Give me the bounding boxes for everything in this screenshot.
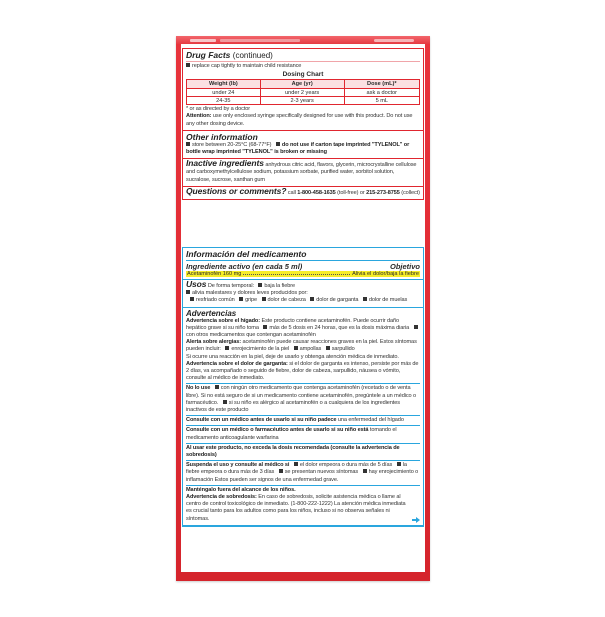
- continue-arrow-icon: [412, 517, 420, 523]
- advertencias-section: Advertencias Advertencia sobre el hígado: Este producto contiene acetaminofén. Puede ocurrir daño hepático grave si su niño toma más de 5 dosis en 24 horas, que es la dosis máxima diaria con otros medicamentos que contengan acetaminofén Alerta sobre alergias: acetaminofén puede causar reacciones graves en la piel. Estos síntomas pueden incluir: enrojecimiento de la piel ampollas sarpullido Si ocurre una reacción en la piel, deje de usarlo y obtenga atención médica de inmediato. Advertencia sobre el dolor de garganta: si el dolor de garganta es intenso, persiste por más de 2 días, va acompañado o seguido de fiebre, dolor de cabeza, sarpullido, náusea o vómito, consulte al médico de inmediato. No lo use con ningún otro medicamento que contenga acetaminofén (recetado o de venta libre). Si no está seguro de si un medicamento contiene acetaminofén, pregúntele a un médico o farmacéutico. si su niño es alérgico al acetaminofén o a cualquiera de los ingredientes inactivos de este producto Consulte con un médico antes de usarlo si su niño padece una enfermedad del hígado Consulte con un médico o farmacéutico antes de usarlo si su niño está tomando el medicamento anticoagulante warfarina Al usar este producto, no exceda la dosis recomendada (consulte la advertencia de sobredosis) Suspenda el uso y consulte al médico si el dolor empeora o dura más de 5 días la fiebre empeora o dura más de 3 días se presentan nuevos síntomas hay enrojecimiento o inflamación Estos pueden ser signos de una enfermedad grave. Manténgalo fuera del alcance de los niños. Advertencia de sobredosis: En caso de sobredosis, solicite asistencia médica o llame al centro de control toxicológico de inmediato. (1-800-222-1222) La atención médica inmediata es crucial tanto para los adultos como para los niños, incluso si no observa señales ni síntomas.: [183, 308, 423, 526]
- table-row: under 24 under 2 years ask a doctor: [187, 89, 420, 97]
- col-age: Age (yr): [260, 80, 344, 89]
- product-box: [176, 36, 430, 581]
- col-dose: Dose (mL)*: [344, 80, 419, 89]
- cap-note: replace cap tightly to maintain child resistance: [186, 63, 420, 70]
- flap-detail: [220, 39, 300, 42]
- advertencias-title: Advertencias: [186, 308, 237, 318]
- other-information-section: Other information store between 20-25°C (68-77°F) do not use if carton tape imprinted "TYLENOL" or bottle wrap imprinted "TYLENOL" is broken or missing: [183, 131, 423, 159]
- informacion-section: [182, 247, 424, 527]
- questions-section: Questions or comments? call 1-800-458-1635 (toll-free) or 215-273-8755 (collect): [186, 185, 420, 196]
- label-panel: [181, 44, 425, 572]
- attention-note: Attention: use only enclosed syringe specifically designed for use with this product. Do not use any other dosing device.: [186, 113, 413, 127]
- flap-detail: [374, 39, 414, 42]
- phone-number: 215-273-8755: [366, 189, 400, 196]
- phone-number: 1-800-458-1635: [297, 189, 336, 196]
- dosing-chart-table: [186, 79, 420, 105]
- flap-detail: [190, 39, 216, 42]
- active-ingredient-section: [183, 248, 423, 280]
- drug-facts-title: Drug Facts (continued): [186, 50, 420, 62]
- usos-section: Usos De forma temporal: baja la fiebre alivia malestares y dolores leves producidos por: resfriado común gripe dolor de cabeza dolor de garganta dolor de muelas: [183, 280, 423, 308]
- drug-facts-section: [182, 48, 424, 200]
- inactive-ingredients-section: Inactive ingredients anhydrous citric acid, flavors, glycerin, microcrystalline cellulose and carboxymethylcellulose sodium, potassium sorbate, purified water, sorbitol solution, sucralose, sucrose, xanthan gum: [183, 159, 423, 187]
- table-row: 24-35 2-3 years 5 mL: [187, 97, 420, 105]
- active-ingredient-row: Acetaminofén 160 mg Alivia el dolor/baja la fiebre: [187, 271, 419, 277]
- dosing-footnote: * or as directed by a doctor: [186, 106, 251, 113]
- active-ingredient-header: Ingrediente activo (en cada 5 ml) Objetivo: [186, 262, 420, 271]
- col-weight: Weight (lb): [187, 80, 261, 89]
- dosing-section: [183, 49, 423, 131]
- box-top-flap: [176, 36, 430, 44]
- informacion-title: Información del medicamento: [186, 249, 420, 261]
- other-info-title: Other information: [186, 131, 258, 142]
- dosing-chart-title: Dosing Chart: [282, 71, 324, 79]
